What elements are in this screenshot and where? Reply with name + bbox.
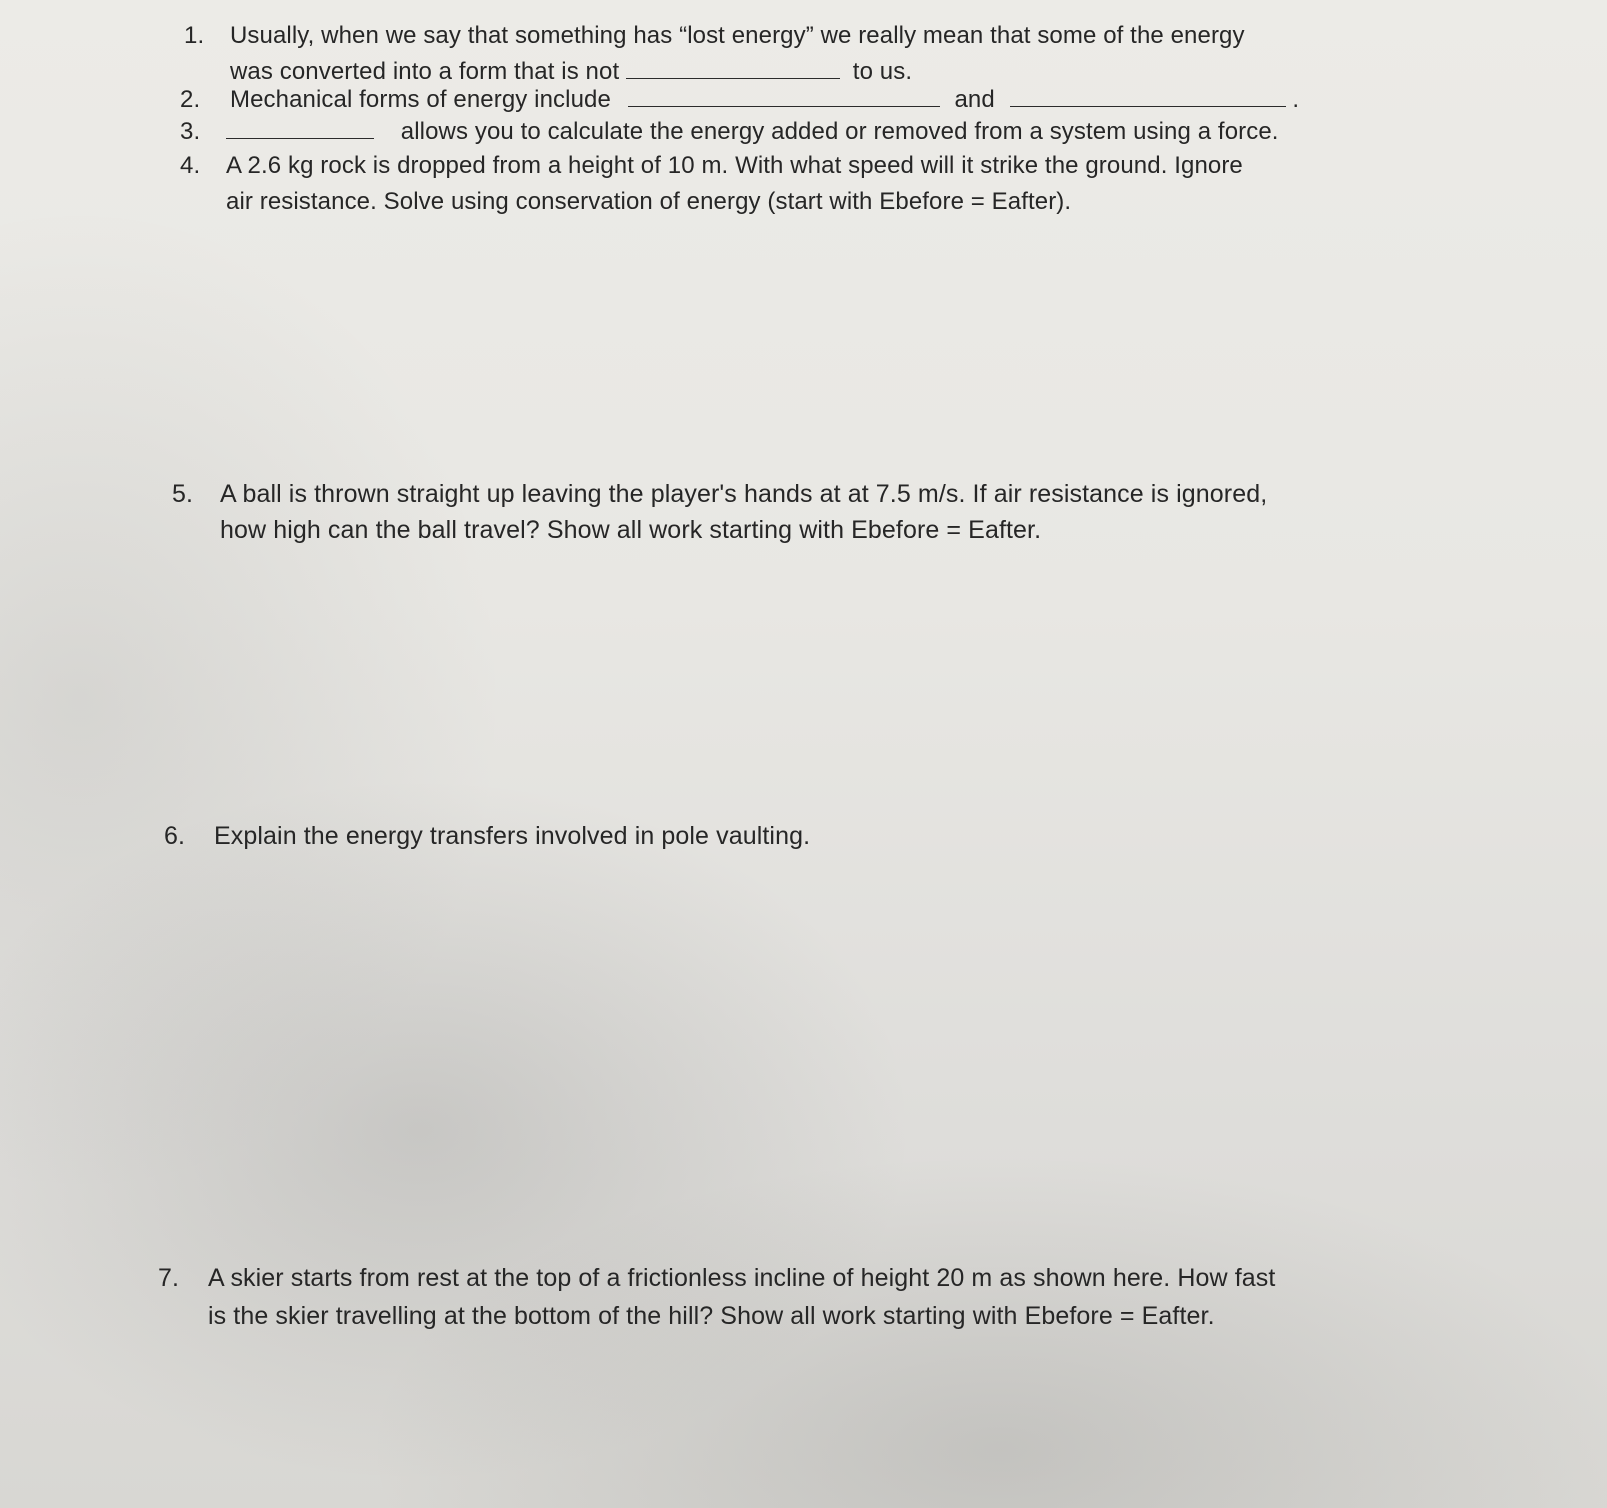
question-3-blank[interactable] xyxy=(226,116,374,139)
question-4-number: 4. xyxy=(180,152,201,179)
question-5-number: 5. xyxy=(172,480,194,508)
question-3-number: 3. xyxy=(180,118,201,145)
question-4 xyxy=(180,148,1410,228)
question-4-line-2: air resistance. Solve using conservation of energy (start with Ebefore = Eafter). xyxy=(226,188,1072,215)
question-2-blank-2[interactable] xyxy=(1010,84,1286,107)
question-2-middle: and xyxy=(954,86,995,113)
question-2-blank-1[interactable] xyxy=(628,84,940,107)
question-3-after: allows you to calculate the energy added or removed from a system using a force. xyxy=(400,118,1279,145)
question-5-line-2: how high can the ball travel? Show all work starting with Ebefore = Eafter. xyxy=(220,516,1042,544)
question-1-line-2-before: was converted into a form that is not xyxy=(230,58,620,85)
question-6-line-1: Explain the energy transfers involved in pole vaulting. xyxy=(214,822,811,850)
question-2-after: . xyxy=(1292,86,1300,113)
question-7-line-2: is the skier travelling at the bottom of the hill? Show all work starting with Ebefore = Eafter. xyxy=(208,1302,1215,1330)
question-6-number: 6. xyxy=(164,822,186,850)
question-2-line xyxy=(230,82,1299,118)
question-7-number: 7. xyxy=(158,1264,180,1292)
question-1-line-1: Usually, when we say that something has “lost energy” we really mean that some of the energy xyxy=(230,22,1245,49)
question-4-line-1: A 2.6 kg rock is dropped from a height of 10 m. With what speed will it strike the ground. Ignore xyxy=(226,152,1243,179)
question-7-line-1: A skier starts from rest at the top of a frictionless incline of height 20 m as shown here. How fast xyxy=(208,1264,1276,1292)
question-1-line-2-after: to us. xyxy=(852,58,913,85)
question-1-blank[interactable] xyxy=(626,56,840,79)
question-2-before: Mechanical forms of energy include xyxy=(230,86,611,113)
question-7 xyxy=(158,1260,1458,1340)
question-5 xyxy=(172,476,1412,556)
question-3-line xyxy=(226,114,1279,150)
question-6 xyxy=(164,818,1064,858)
question-2-number: 2. xyxy=(180,86,201,113)
question-1-number: 1. xyxy=(184,22,205,49)
question-5-line-1: A ball is thrown straight up leaving the player's hands at at 7.5 m/s. If air resistance is ignored, xyxy=(220,480,1268,508)
